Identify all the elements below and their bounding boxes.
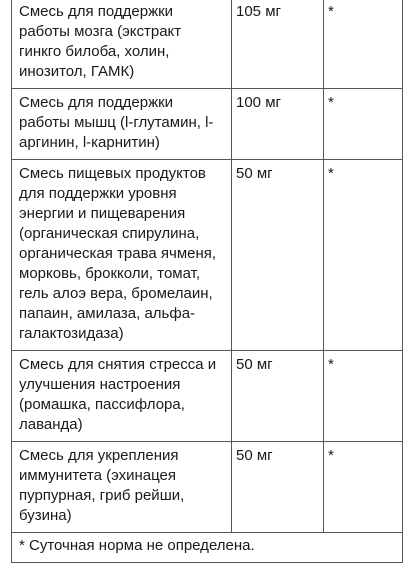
ingredient-amount: 50 мг	[232, 442, 324, 533]
ingredient-amount: 50 мг	[232, 160, 324, 351]
table-row	[12, 160, 403, 351]
table-row	[12, 442, 403, 533]
supplement-facts-table-wrapper	[11, 0, 402, 563]
ingredient-amount: 105 мг	[232, 0, 324, 89]
footnote: * Суточная норма не определена.	[12, 533, 403, 563]
table-row	[12, 0, 403, 89]
ingredient-name: Смесь для поддержки работы мозга (экстракт гинкго билоба, холин, инозитол, ГАМК)	[12, 0, 232, 89]
table-row	[12, 351, 403, 442]
supplement-facts-table	[11, 0, 403, 563]
ingredient-amount: 100 мг	[232, 89, 324, 160]
ingredient-amount: 50 мг	[232, 351, 324, 442]
daily-value: *	[324, 351, 403, 442]
daily-value: *	[324, 0, 403, 89]
ingredient-name: Смесь для снятия стресса и улучшения настроения (ромашка, пассифлора, лаванда)	[12, 351, 232, 442]
daily-value: *	[324, 89, 403, 160]
ingredient-name: Смесь пищевых продуктов для поддержки уровня энергии и пищеварения (органическая спирулина, органическая трава ячменя, морковь, брокколи, томат, гель алоэ вера, бромелаин, папаин, амилаза, альфа- галактозидаза)	[12, 160, 232, 351]
footnote-row	[12, 533, 403, 563]
ingredient-name: Смесь для поддержки работы мышц (l-глутамин, l- аргинин, l-карнитин)	[12, 89, 232, 160]
daily-value: *	[324, 160, 403, 351]
table-row	[12, 89, 403, 160]
daily-value: *	[324, 442, 403, 533]
ingredient-name: Смесь для укрепления иммунитета (эхинацея пурпурная, гриб рейши, бузина)	[12, 442, 232, 533]
